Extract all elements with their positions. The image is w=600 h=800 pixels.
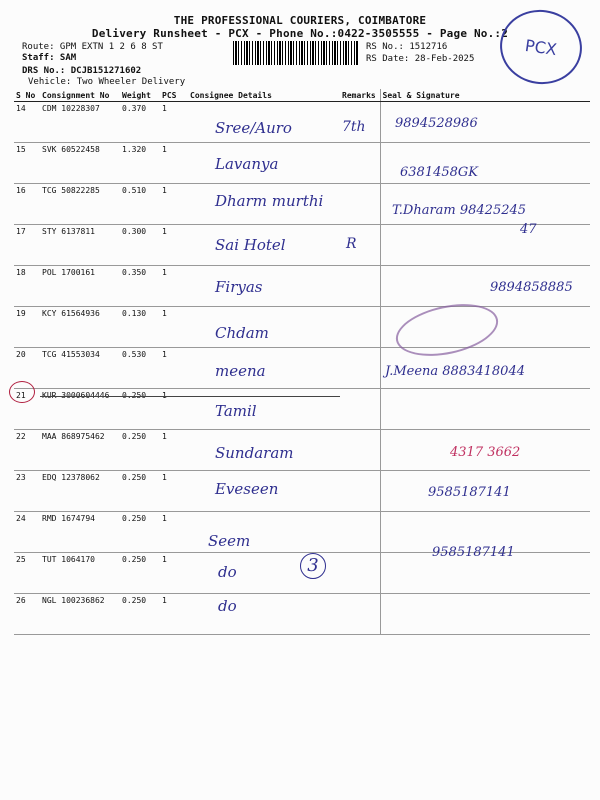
cell-pcs: 1 [160, 348, 188, 389]
handwritten-consignee: Firyas [215, 278, 263, 296]
cell-remarks [340, 389, 380, 430]
cell-weight: 0.250 [120, 553, 160, 594]
cell-sno: 25 [14, 553, 40, 594]
cell-consignment: TCG 50822285 [40, 184, 120, 225]
route-info: Route: GPM EXTN 1 2 6 8 ST [22, 42, 163, 52]
cell-weight: 0.350 [120, 266, 160, 307]
cell-pcs: 1 [160, 553, 188, 594]
pcx-stamp: PCX [495, 5, 587, 90]
handwritten-signature: 9894528986 [395, 116, 478, 131]
cell-sno: 19 [14, 307, 40, 348]
cell-sno: 22 [14, 430, 40, 471]
strike-line [40, 396, 340, 397]
cell-pcs [160, 389, 188, 430]
header-consignment: Consignment No [40, 89, 120, 102]
company-title: THE PROFESSIONAL COURIERS, COIMBATORE [173, 14, 427, 27]
cell-remarks [340, 143, 380, 184]
handwritten-consignee: do [218, 597, 237, 615]
cell-consignee [188, 389, 340, 430]
handwritten-consignee: Dharm murthi [215, 192, 324, 210]
header-weight: Weight [120, 89, 160, 102]
cell-pcs: 1 [160, 143, 188, 184]
cell-pcs: 1 [160, 225, 188, 266]
cell-weight: 0.250 [120, 594, 160, 635]
cell-pcs: 1 [160, 512, 188, 553]
handwritten-consignee: do [218, 563, 237, 581]
handwritten-remark: 7th [342, 119, 366, 135]
cell-remarks [340, 266, 380, 307]
cell-pcs: 1 [160, 102, 188, 143]
header-remarks: Remarks [340, 89, 380, 102]
handwritten-consignee: Eveseen [215, 480, 279, 498]
rs-number: RS No.: 1512716 [366, 42, 448, 52]
cell-remarks [340, 512, 380, 553]
drs-info: DRS No.: DCJB151271602 [22, 66, 142, 76]
table-row [14, 307, 590, 348]
cell-pcs: 1 [160, 430, 188, 471]
cell-consignment [40, 389, 120, 430]
cell-remarks [340, 430, 380, 471]
cell-weight: 1.320 [120, 143, 160, 184]
cell-weight [120, 389, 160, 430]
handwritten-consignee: Sundaram [215, 444, 294, 462]
cell-consignee [188, 266, 340, 307]
handwritten-consignee: Sai Hotel [215, 236, 286, 254]
cell-weight: 0.250 [120, 471, 160, 512]
cell-weight: 0.510 [120, 184, 160, 225]
staff-info: Staff: SAM [22, 53, 77, 63]
table-row [14, 389, 590, 430]
circle-mark [9, 381, 35, 403]
header-signature: Seal & Signature [380, 89, 590, 102]
cell-remarks [340, 471, 380, 512]
cell-consignment: EDQ 12378062 [40, 471, 120, 512]
handwritten-signature: 9585187141 [428, 485, 511, 500]
cell-remarks [340, 348, 380, 389]
cell-consignment: NGL 100236862 [40, 594, 120, 635]
vehicle-info: Vehicle: Two Wheeler Delivery [28, 77, 186, 87]
cell-consignment: RMD 1674794 [40, 512, 120, 553]
cell-consignee [188, 594, 340, 635]
runsheet-subtitle: Delivery Runsheet - PCX - Phone No.:0422-3505555 - Page No.:2 [91, 27, 509, 40]
cell-weight: 0.300 [120, 225, 160, 266]
cell-consignment: SVK 60522458 [40, 143, 120, 184]
cell-signature [380, 389, 590, 430]
cell-weight: 0.370 [120, 102, 160, 143]
cell-pcs: 1 [160, 266, 188, 307]
cell-consignment: MAA 868975462 [40, 430, 120, 471]
handwritten-consignee: Chdam [215, 324, 269, 342]
cell-consignment: KCY 61564936 [40, 307, 120, 348]
table-row [14, 102, 590, 143]
cell-signature [380, 594, 590, 635]
cell-weight: 0.250 [120, 430, 160, 471]
cell-signature [380, 225, 590, 266]
cell-remarks [340, 307, 380, 348]
cell-consignment: CDM 10228307 [40, 102, 120, 143]
cell-sno: 18 [14, 266, 40, 307]
cell-sno: 26 [14, 594, 40, 635]
table-row [14, 143, 590, 184]
handwritten-signature: 6381458GK [400, 165, 478, 180]
handwritten-signature: T.Dharam 98425245 [392, 203, 527, 218]
cell-sno: 15 [14, 143, 40, 184]
cell-sno: 20 [14, 348, 40, 389]
cell-consignment: STY 6137811 [40, 225, 120, 266]
cell-sno: 24 [14, 512, 40, 553]
handwritten-consignee: Tamil [215, 402, 257, 420]
cell-weight: 0.130 [120, 307, 160, 348]
cell-sno: 14 [14, 102, 40, 143]
cell-sno: 23 [14, 471, 40, 512]
handwritten-consignee: Lavanya [215, 155, 279, 173]
cell-pcs: 1 [160, 307, 188, 348]
cell-sno: 16 [14, 184, 40, 225]
cell-pcs: 1 [160, 471, 188, 512]
cell-consignment: TCG 41553034 [40, 348, 120, 389]
cell-weight: 0.250 [120, 512, 160, 553]
cell-consignment: POL 1700161 [40, 266, 120, 307]
cell-weight: 0.530 [120, 348, 160, 389]
cell-sno: 17 [14, 225, 40, 266]
header-consignee: Consignee Details [188, 89, 340, 102]
cell-pcs: 1 [160, 184, 188, 225]
handwritten-signature: 47 [520, 222, 537, 237]
header-pcs: PCS [160, 89, 188, 102]
handwritten-consignee: meena [215, 362, 266, 380]
handwritten-consignee: Sree/Auro [215, 119, 292, 137]
handwritten-remark: R [346, 236, 357, 252]
cell-consignment: TUT 1064170 [40, 553, 120, 594]
handwritten-signature: 9894858885 [490, 280, 573, 295]
header-sno: S No [14, 89, 40, 102]
table-row [14, 594, 590, 635]
barcode [233, 41, 358, 65]
cell-pcs: 1 [160, 594, 188, 635]
cell-sno: 21 [14, 389, 40, 430]
handwritten-signature: 9585187141 [432, 545, 515, 560]
cell-remarks [340, 553, 380, 594]
handwritten-signature: 4317 3662 [450, 445, 521, 460]
table-row [14, 225, 590, 266]
table-header [14, 89, 590, 102]
handwritten-consignee: Seem [208, 532, 251, 550]
rs-date: RS Date: 28-Feb-2025 [366, 54, 475, 64]
cell-remarks [340, 594, 380, 635]
cell-remarks [340, 184, 380, 225]
circled-three: 3 [300, 553, 326, 579]
handwritten-signature: J.Meena 8883418044 [385, 364, 525, 379]
